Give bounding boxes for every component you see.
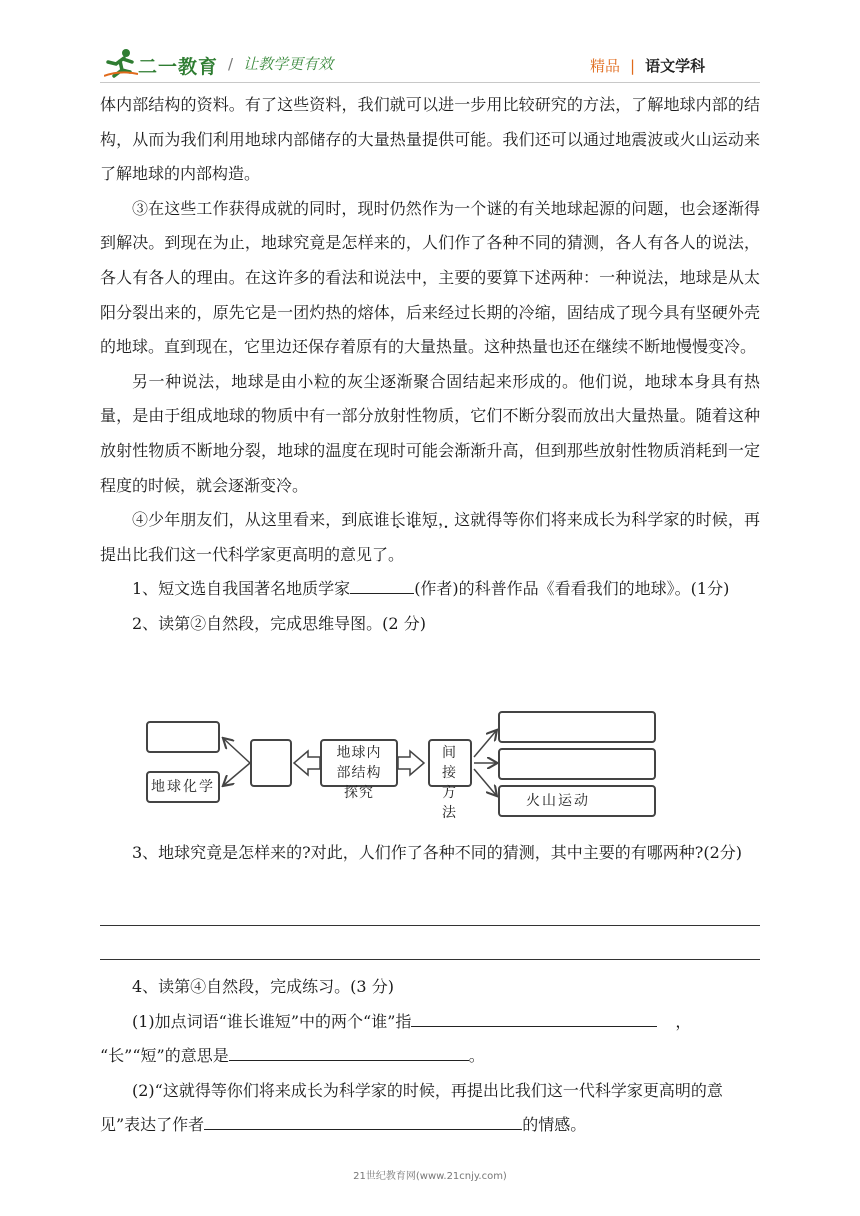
- quality-tag: 精品: [590, 57, 621, 75]
- left-bottom-box: 地球化学: [146, 771, 220, 803]
- empty-box-left-top[interactable]: [146, 721, 220, 753]
- center-box: 地球内部结构探究: [320, 739, 398, 787]
- dotted-char: 谁: [405, 510, 422, 530]
- question-4-2: (2)“这就得等你们将来成长为科学家的时候，再提出比我们这一代科学家更高明的意见”表达了作者 的情感。: [100, 1080, 723, 1135]
- slogan: / 让教学更有效: [228, 55, 334, 73]
- question-2: 2、读第②自然段，完成思维导图。(2 分): [132, 613, 426, 633]
- question-1: 1、短文选自我国著名地质学家 (作者)的科普作品《看看我们的地球》。(1分): [100, 572, 760, 607]
- header-tags: 精品 | 语文学科: [590, 57, 706, 75]
- answer-blank[interactable]: [411, 1008, 657, 1027]
- paragraph-3: ③在这些工作获得成就的同时，现时仍然作为一个谜的有关地球起源的问题，也会逐渐得到解决。到现在为止，地球究竟是怎样来的，人们作了各种不同的猜测，各人有各人的说法，各人有各人的理由。在这许多的看法和说法中，主要的要算下述两种：一种说法，地球是从太阳分裂出来的，原先它是一团灼热的熔体，后来经过长期的冷缩，固结成了现今具有坚硬外壳的地球。直到现在，它里边还保存着原有的大量热量。这种热量也还在继续不断地慢慢变冷。: [100, 198, 760, 357]
- empty-box-right-middle[interactable]: [498, 748, 656, 780]
- empty-box-middle[interactable]: [250, 739, 292, 787]
- runner-logo-icon: [104, 48, 138, 78]
- question-4: 4、读第④自然段，完成练习。(3 分): [132, 977, 394, 996]
- paragraph-3-cont: 另一种说法，地球是由小粒的灰尘逐渐聚合固结起来形成的。他们说，地球本身具有热量，是由于组成地球的物质中有一部分放射性物质，它们不断分裂而放出大量热量。随着这种放射性物质不断地分裂，地球的温度在现时可能会渐渐升高，但到那些放射性物质消耗到一定程度的时候，就会逐渐变冷。: [100, 371, 760, 495]
- header-divider: [100, 82, 760, 83]
- subject-tag: 语文学科: [645, 57, 706, 75]
- answer-line[interactable]: [100, 925, 760, 926]
- question-3: 3、地球究竟是怎样来的?对此，人们作了各种不同的猜测，其中主要的有哪两种?(2分): [132, 843, 743, 862]
- page-footer: 21世纪教育网(www.21cnjy.com): [353, 1171, 507, 1182]
- answer-line[interactable]: [100, 959, 760, 960]
- dotted-char: 短: [421, 510, 438, 530]
- logo-text: 二一教育: [138, 56, 219, 78]
- document-body: [100, 88, 760, 642]
- right-bottom-box: 火山运动: [498, 785, 656, 817]
- page-header: [0, 0, 860, 88]
- method-box: 间接方法: [428, 739, 472, 787]
- question-4-1: (1)加点词语“谁长谁短”中的两个“谁”指 ，: [100, 1005, 760, 1040]
- paragraph-4: ④少年朋友们，从这里看来，到底谁长谁短，这就得等你们将来成长为科学家的时候，再提出比我们这一代科学家更高明的意见了。: [100, 510, 760, 564]
- question-4-1-cont: “长”“短”的意思是 。: [100, 1039, 760, 1074]
- answer-blank[interactable]: [350, 575, 414, 594]
- dotted-char: 长: [389, 510, 406, 530]
- answer-blank[interactable]: [204, 1111, 522, 1130]
- question-3-block: [100, 836, 760, 871]
- empty-box-right-top[interactable]: [498, 711, 656, 743]
- slogan-text: 让教学更有效: [243, 55, 334, 73]
- paragraph-1: 体内部结构的资料。有了这些资料，我们就可以进一步用比较研究的方法，了解地球内部的结构，从而为我们利用地球内部储存的大量热量提供可能。我们还可以通过地震波或火山运动来了解地球的内部构造。: [100, 95, 760, 184]
- dotted-char: 谁: [373, 510, 390, 530]
- answer-blank[interactable]: [229, 1042, 469, 1061]
- question-4-block: [100, 970, 760, 1143]
- logo: [104, 48, 224, 80]
- mind-map: [140, 705, 660, 823]
